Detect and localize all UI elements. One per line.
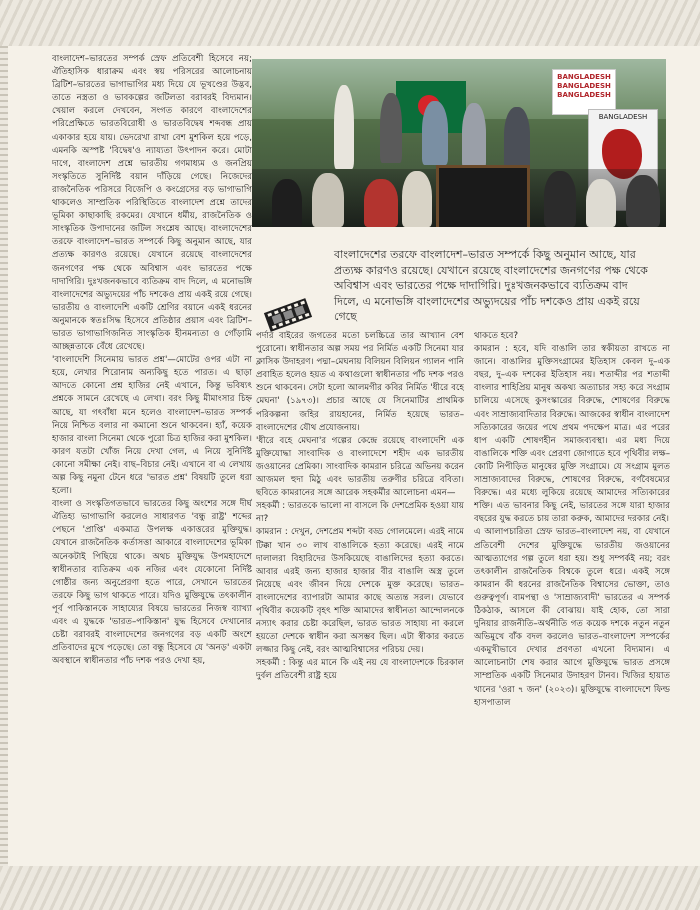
person [364, 179, 398, 227]
person [380, 93, 402, 163]
paragraph: থাকতে হবে? [474, 331, 519, 341]
person [504, 107, 530, 169]
dialogue-line: সহকর্মী : ভারতকে ভালো না বাসলে কি দেশপ্রেমিক হওয়া যায় না? [256, 501, 464, 525]
paragraph: এ আলাপচারিতা স্রেফ ভারত–বাংলাদেশ নয়, বা যেখানে প্রতিবেশী দেশের মুক্তিযুদ্ধে ভারতীয় জওয়ানের আত্মত্যাগের গল্প তুলে ধরা হয়। শুধু সম্পর্কই নয়; বরং তৎকালীন রাজনৈতিক বিশ্বকে তুলে ধরে। একই সঙ্গে কামরান কী ধরনের রাজনৈতিক বিশ্বাসের ভোক্তা, তাও গুরুত্বপূর্ণ। বামপন্থা ও 'সাম্রাজ্যবাদী' ভারতের এ সম্পর্ক ঠিকঠাক, আসলে কী বোঝায়। যাই হোক, তো সারা দুনিয়ার রাজনীতি–অর্থনীতি গত কয়েক দশকে নতুন নতুন অভিমুখে বাঁক বদল করলেও ভারত–বাংলাদেশ সম্পর্কের একমুখীভাবে দেখার প্রবণতা এখনো বিদ্যমান। এ আলোচনাটা শেষ করার আগে মুক্তিযুদ্ধে ভারত প্রসঙ্গে সাম্প্রতিক একটি সিনেমার উদাহরণ টানব। খিজির হায়াত খানের 'ওরা ৭ জন' (২০২৩)। মুক্তিযুদ্ধে বাংলাদেশে ফিল্ড হাসপাতাল [474, 527, 670, 708]
pull-quote: বাংলাদেশের তরফে বাংলাদেশ–ভারত সম্পর্কে কিছু অনুমান আছে, যার প্রত্যক্ষ কারণও রয়েছে। যেখানে রয়েছে বাংলাদেশের জনগণের পক্ষ থেকে অবিশ্বাস এবং ভারতের পক্ষে দাদাগিরি। দুঃখজনকভাবে ব্যতিক্রম বাদ দিলে, এ মনোভঙ্গি বাংলাদেশের অভ্যুদয়ের পাঁচ দশকেও প্রায় একই রয়ে গেছে [334, 248, 648, 323]
article-column-3 [474, 330, 670, 870]
dialogue-line: সহকর্মী : কিন্তু এর মানে কি এই নয় যে বাংলাদেশকে চিরকাল দুর্বল প্রতিবেশী রাষ্ট্র হয়ে [256, 658, 464, 682]
bottom-texture [0, 866, 700, 910]
paragraph: 'বাংলাদেশি সিনেমায় ভারত প্রশ্ন'—মোটের ওপর এটা না হয়ে, লেখার শিরোনাম অন্যকিছু হতে পারত। এ ছাড়া আদতে কোনো প্রশ্ন হাজির নেই এখানে, কিন্তু ভবিষ্যৎ প্রশ্নকে সামনে রেখেছে এ লেখা। বরং কিছু মীমাংসার চিহ্ন আছে, যা গৎবাঁধা মনে হলেও বাংলাদেশ–ভারত সম্পর্ক নিয়ে নিশ্চিত বলার না কমানো শুনে থাকবেন। হ্যাঁ, কয়েক হাজার বাংলা সিনেমা থেকে পুরো চিত্র হাজির করা মুশকিল। কারণ যতটা খোঁজ নিয়ে দেখা গেল, এ নিয়ে সুনির্দিষ্ট কোনো সমীক্ষা নেই। বাছ–বিচার নেই। এখানে বা এ লেখায় অল্প কিছু নমুনা টেনে ধরে 'ভারত প্রশ্ন' বিষয়টি তুলে ধরা হলো। [52, 355, 252, 497]
person [586, 179, 616, 227]
article-column-2 [256, 330, 464, 870]
dialogue-line: কামরান : হবে, যদি বাঙালি তার স্বকীয়তা রাখতে না জানে। বাঙালির মুক্তিসংগ্রামের ইতিহাস কেবল দু–এক বছর, দু–এক দশকের ইতিহাস নয়। শতাব্দীর পর শতাব্দী বাংলার শাহিপ্রিয় মানুষ অকথ্য অত্যাচার সহ্য করে সংগ্রাম চালিয়ে এসেছে কুসংস্কারের বিরুদ্ধে, শোষণের বিরুদ্ধে এবং সাম্রাজ্যবাদিতার বিরুদ্ধে। আজকের স্বাধীন বাংলাদেশ সত্যিকারের জয়ের পথে প্রথম পদক্ষেপ মাত্র। এর পরের ধাপ একটি শোষণহীন সমাজব্যবস্থা। এর মধ্য দিয়ে বাঙালিকে শক্তি এবং প্রেরণা জোগাতে হবে পৃথিবীর লক্ষ–কোটি নিপীড়িত মানুষের মুক্তি সংগ্রামে। যে সংগ্রাম মুলত সাম্রাজ্যবাদের বিরুদ্ধে, শোষণের বিরুদ্ধে, বর্ণবৈষম্যের বিরুদ্ধে। এর মধ্যে লুকিয়ে রয়েছে আমাদের সত্যিকারের শক্তি। এত ভাবনার কিছু নেই, ভারতের সঙ্গে যারা হাজার বছরের যুদ্ধ করতে চায় তারা করুক, আমাদের দরকার নেই। [474, 344, 670, 525]
paragraph: বাংলা ও সংস্কৃতিগতভাবে ভারতের কিছু অংশের সঙ্গে দীর্ঘ ঐতিহ্য ভাগাভাগি করলেও সাধারণত 'বন্ধু রাষ্ট্র' শব্দের পেছনে 'প্রাপ্তি' একমাত্র উপলক্ষ একাত্তরের মুক্তিযুদ্ধ। যেখানে রাজনৈতিক কর্তাসত্তা আকারে বাংলাদেশের ভূমিকা অনেকটাই পিছিয়ে থাকে। অথচ মুক্তিযুদ্ধ উপমহাদেশে স্বাধীনতার ব্যতিক্রম এক নজির এবং যেকোনো নির্দিষ্ট গোষ্ঠীর জন্য অনুপ্রেরণা হতে পারে, সেখানে ভারতের তরফে কিছু ভাগ থাকতে পারে। যদিও মুক্তিযুদ্ধে তৎকালীন পূর্ব পাকিস্তানকে সাহায্যের বিষয়ে ভারতের নিজস্ব ব্যাখ্যা এবং এ যুদ্ধকে 'ভারত–পাকিস্তান' যুদ্ধ হিসেবে দেখানোর চেষ্টা বরাবরই বাংলাদেশের জনগণের বড় একটি অংশে প্রতিবাদের মুখে পড়েছে। তো বন্ধু হিসেবে যে 'অনড়' একটা অবস্থানে স্বাধীনতার পাঁচ দশক পরও দেখা হয়, [52, 499, 252, 667]
person [402, 171, 432, 227]
banner-text: BANGLADESH BANGLADESH BANGLADESH [557, 73, 611, 99]
person [544, 171, 576, 227]
film-reel-icon [262, 295, 314, 335]
person [626, 175, 660, 227]
top-texture [0, 0, 700, 46]
dialogue-line: কামরান : দেখুন, দেশপ্রেম শব্দটা বড্ড গোলমেলে। এরই নামে টিক্কা খান ৩০ লাখ বাঙালিকে হত্যা করেছে। এরই নামে দালালরা বিহারিদের উসকিয়েছে বাঙালিদের হত্যা করতে। আবার এরই জন্য হাজার হাজার বীর বাঙালি অস্ত্র তুলে নিয়েছে এবং জীবন দিয়ে দেশকে মুক্ত করেছে। ভারত–বাংলাদেশের ব্যাপারটা আমার কাছে অত্যন্ত সরল। যেভাবে পৃথিবীর কয়েকটি বৃহৎ শক্তি আমাদের স্বাধীনতা আন্দোলনকে নস্যাৎ করার চেষ্টা করেছিল, ভারত ভারত সাহায্য না করলে হয়তো দেশকে স্বাধীন করা অসম্ভব ছিল। এটা স্বীকার করতে লজ্জার কিছু নেই, বরং আত্মবিশ্বাসের পরিচয় দেয়। [256, 527, 464, 656]
paragraph: পর্দার বাইরের জগতের মতো চলচ্চিত্রে তার আখ্যান বেশ পুরোনো। স্বাধীনতার অল্প সময় পর নির্মিত একটি সিনেমা যার ক্লাসিক উদাহরণ। পদ্মা–মেঘনায় বিলিয়ন বিলিয়ন গ্যালন পানি প্রবাহিত হলেও হয়ত এ কথাগুলো স্বাধীনতার পাঁচ দশক পরও শুনে থাকবেন। সেটা হলো আলমগীর কবির নির্মিত 'ধীরে বহে মেঘনা' (১৯৭৩)। প্রচার আছে যে সিনেমাটির প্রাথমিক পরিকল্পনা জহির রায়হানের, নির্মিত হয়েছে ভারত–বাংলাদেশের যৌথ প্রযোজনায়। [256, 331, 464, 433]
rally-photo [252, 59, 666, 227]
person [334, 85, 354, 169]
article-column-1 [52, 53, 252, 869]
paragraph: বাংলাদেশ–ভারতের সম্পর্ক স্রেফ প্রতিবেশী হিসেবে নয়; ঐতিহাসিক ধারাক্রম এবং স্বয় পরিসরের আলোচনায় ব্রিটিশ–ভারতের ভাগাভাগির মধ্য দিয়ে যে ভূখণ্ডের উদ্ভব, তাতে নস্ত্রতা ও ভাবকল্পের জটিলতা বরাবরই বিদ্যমান। খেয়াল করলে দেখবেন, সংগত কারণে বাংলাদেশের পরিপ্রেক্ষিতে ভারতবিরোধী ও ভারতবিদ্বেষ শব্দবন্ধ প্রায় একাকার হয়ে যায়। ভেদরেখা রাখা বেশ মুশকিল হয়ে পড়ে, এমনকি অস্পষ্ট 'বিদ্বেষ'ও ন্যায্যতা উৎপাদন করে। মোটা দাগে, বাংলাদেশ প্রশ্নে ভারতীয় গণমাধ্যম ও জনপ্রিয় সংস্কৃতিতে সুনির্দিষ্ট বয়ান দাঁড়িয়ে গেছে। নিজেদের রাজনৈতিক পরিসরে বিজেপি ও কংগ্রেসের বড় ভাগাভাগি থাকলেও সাম্প্রতিক পরিস্থিতিতে বাংলাদেশ প্রশ্নে তাদের ভূমিকা কাছাকাছি রকমের। যেখানে ধর্মীয়, রাজনৈতিক ও সাংস্কৃতিক উপাদানের জটিল সংশ্লেষ আছে। বাংলাদেশের তরফে বাংলাদেশ–ভারত সম্পর্কে কিছু অনুমান আছে, যার প্রত্যক্ষ কারণও রয়েছে। যেখানে রয়েছে বাংলাদেশের জনগণের পক্ষ থেকে অবিশ্বাস এবং ভারতের পক্ষে দাদাগিরি। দুঃখজনকভাবে ব্যতিক্রম বাদ দিলে, এ মনোভঙ্গি বাংলাদেশের অভ্যুদয়ের পাঁচ দশকেও প্রায় একই রয়ে গেছে। ভারতীয় ও বাংলাদেশি একটি শ্রেণির বয়ানে একই ধরনের অনুমানকে স্বতঃসিদ্ধ হিসেবে প্রতিষ্ঠার প্রয়াস এবং ব্রিটিশ–ভারত ভাগাভাগিজনিত সাংস্কৃতিক হীনমন্যতা ও গোঁড়ামি আচ্ছন্নতাকে বেঁধে রেখেছে। [52, 54, 252, 353]
left-decor-stripe [0, 46, 8, 866]
person [422, 101, 448, 165]
person [462, 103, 486, 169]
paragraph: 'ধীরে বহে মেঘনা'র গল্পের কেন্দ্রে রয়েছে বাংলাদেশি এক মুক্তিযোদ্ধা সাংবাদিক ও বাংলাদেশে শহীদ এক ভারতীয় জওয়ানের প্রেমিকা। সাংবাদিক কামরান চরিত্রে অভিনয় করেন আজমল হুদা মিঠু এবং ভারতীয় তরুণীর চরিত্রে ববিতা। ছবিতে কামরানের সঙ্গে আরেক সহকর্মীর আলোচনা এমন— [256, 435, 464, 499]
framed-portrait [436, 165, 530, 227]
sign-text: BANGLADESH [598, 113, 648, 121]
person [312, 173, 344, 227]
person [272, 179, 302, 227]
